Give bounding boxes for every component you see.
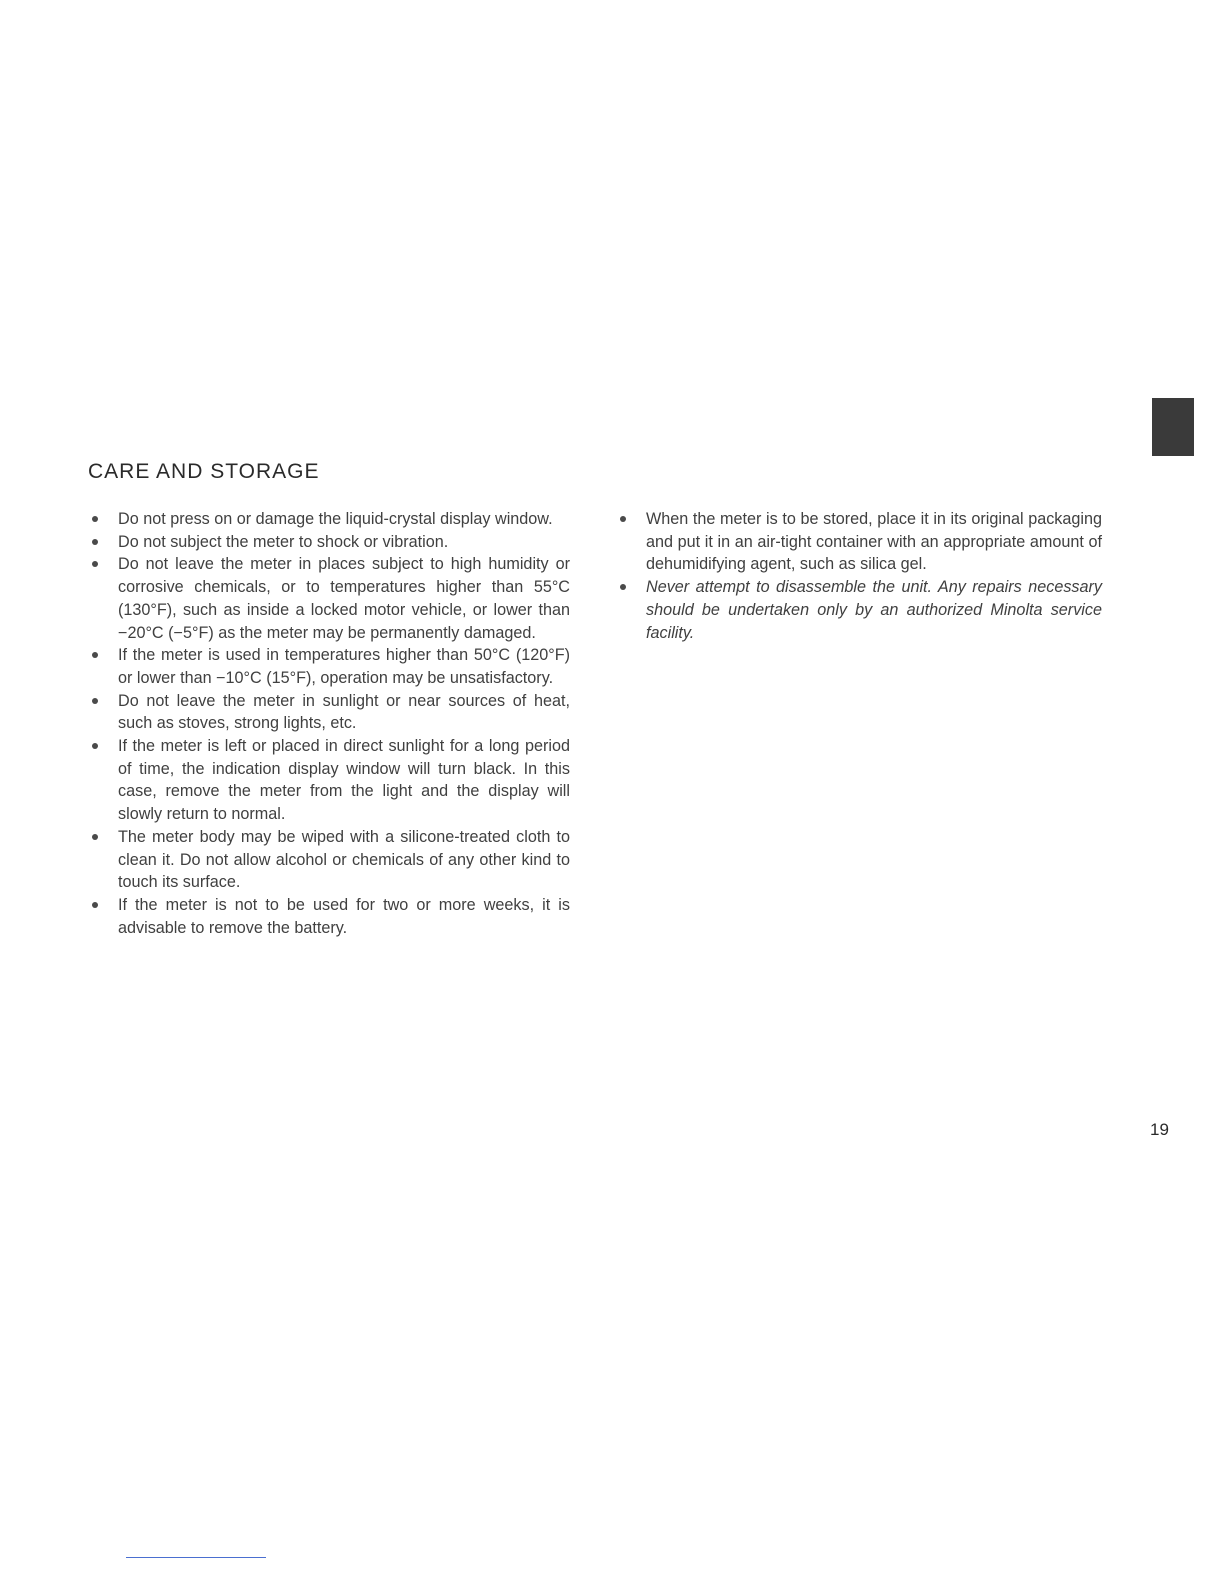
section-tab-marker (1152, 398, 1194, 456)
bullet-icon (92, 743, 98, 749)
bullet-icon (92, 902, 98, 908)
list-item (92, 894, 570, 939)
list-item-text: If the meter is used in temperatures higher than 50°C (120°F) or lower than −10°C (15°F), operation may be unsatisfactory. (118, 646, 570, 687)
list-item-text: When the meter is to be stored, place it in its original packaging and put it in an air-tight container with an appropriate amount of dehumidifying agent, such as silica gel. (646, 510, 1102, 574)
page-title: CARE AND STORAGE (88, 460, 320, 483)
list-item (620, 508, 1102, 576)
bullet-icon (92, 539, 98, 545)
list-item-text: Do not press on or damage the liquid-crystal display window. (118, 510, 553, 528)
right-column-list (620, 508, 1102, 644)
list-item-text: If the meter is left or placed in direct sunlight for a long period of time, the indication display window will turn black. In this case, remove the meter from the light and the display will slowly return to normal. (118, 737, 570, 824)
list-item-text: Do not leave the meter in sunlight or near sources of heat, such as stoves, strong lights, etc. (118, 691, 570, 733)
bullet-icon (620, 516, 626, 522)
list-item (620, 576, 1102, 644)
list-item (92, 531, 570, 554)
list-item-text: If the meter is not to be used for two or more weeks, it is advisable to remove the battery. (118, 895, 570, 937)
list-item (92, 690, 570, 735)
list-item-text: Never attempt to disassemble the unit. Any repairs necessary should be undertaken only by an authorized Minolta service facility. (646, 578, 1102, 642)
bullet-icon (92, 834, 98, 840)
list-item (92, 826, 570, 894)
list-item (92, 735, 570, 826)
bullet-icon (92, 516, 98, 522)
bullet-icon (92, 561, 98, 567)
list-item (92, 553, 570, 644)
bullet-icon (92, 652, 98, 658)
list-item (92, 508, 570, 531)
bullet-icon (620, 584, 626, 590)
left-column-list (92, 508, 570, 939)
list-item-text: Do not leave the meter in places subject to high humidity or corrosive chemicals, or to temperatures higher than 55°C (130°F), such as inside a locked motor vehicle, or lower than −20°C (−5°F) as the meter may be permanently damaged. (118, 555, 570, 642)
list-item (92, 644, 570, 689)
page-number: 19 (1150, 1120, 1169, 1139)
bullet-icon (92, 698, 98, 704)
footer-rule (126, 1557, 266, 1558)
list-item-text: Do not subject the meter to shock or vibration. (118, 532, 449, 551)
list-item-text: The meter body may be wiped with a silicone-treated cloth to clean it. Do not allow alcohol or chemicals of any other kind to touch its surface. (118, 827, 570, 892)
